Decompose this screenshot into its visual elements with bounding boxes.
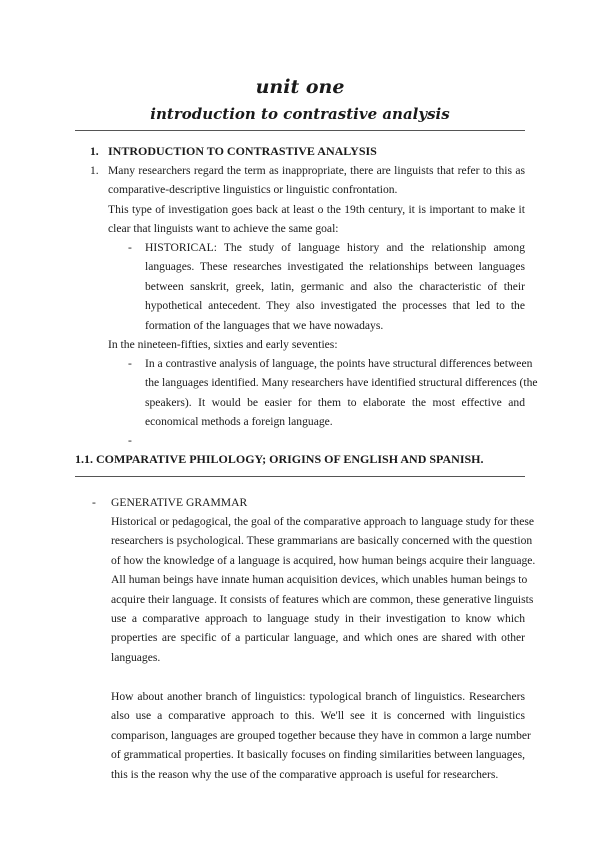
text-line: also use a comparative approach to this. We'll see it is concerned with linguistics: [111, 709, 525, 723]
text-line: properties are specific of a particular language, and which ones are shared with other: [111, 631, 525, 645]
text-line: Many researchers regard the term as inappropriate, there are linguists that refer to this as: [108, 164, 525, 177]
section-heading: INTRODUCTION TO CONTRASTIVE ANALYSIS: [108, 144, 377, 158]
text-line: languages. These researches investigated the relationships between languages: [145, 260, 525, 274]
text-line: formation of the languages that we have nowadays.: [145, 318, 384, 332]
bullet-item-contrastive: [145, 354, 538, 432]
paragraph: [108, 200, 525, 239]
text-line: clear that linguists want to achieve the same goal:: [108, 222, 339, 236]
text-line: of grammatical properties. It basically focuses on finding similarities between languages,: [111, 748, 525, 762]
text-line: acquire their language. It consists of features which are common, these generative linguists: [111, 592, 534, 606]
text-line: hypothetical antecedent. They also investigated the processes that led to the: [145, 299, 525, 313]
text-line: comparison, languages are grouped together because they have in common a large number: [111, 728, 531, 742]
text-line: comparative-descriptive linguistics or linguistic confrontation.: [108, 183, 398, 197]
text-line: In the nineteen-fifties, sixties and early seventies:: [108, 338, 338, 351]
text-line: economical methods a foreign language.: [145, 415, 333, 429]
list-number: 1.: [90, 164, 99, 177]
text-line: All human beings have innate human acquisition devices, which unables human beings to: [111, 573, 528, 587]
section-heading-1-1: 1.1. COMPARATIVE PHILOLOGY; ORIGINS OF ENGLISH AND SPANISH.: [75, 452, 484, 466]
paragraph: [108, 335, 525, 354]
text-line: researchers is psychological. These grammarians are basically concerned with the question: [111, 534, 533, 548]
paragraph: [108, 161, 525, 200]
text-line: speakers). It would be easier for them to elaborate the most effective and: [145, 395, 525, 409]
bullet-title: GENERATIVE GRAMMAR: [111, 496, 248, 509]
text-line: languages.: [111, 650, 161, 664]
bullet-dash: -: [128, 241, 132, 254]
text-line: this is the reason why the use of the comparative approach is useful for researchers.: [111, 767, 499, 781]
text-line: Historical or pedagogical, the goal of the comparative approach to language study for these: [111, 515, 535, 528]
bullet-dash: -: [92, 496, 96, 509]
bullet-item-historical: [145, 238, 525, 335]
text-line: of how the knowledge of a language is acquired, how human beings acquire their language.: [111, 553, 536, 567]
text-line: In a contrastive analysis of language, the points have structural differences between: [145, 357, 533, 370]
bullet-dash: -: [128, 357, 132, 370]
paragraph: [111, 687, 531, 784]
document-title: unit one: [255, 76, 345, 98]
text-line: This type of investigation goes back at least o the 19th century, it is important to make it: [108, 203, 525, 216]
heading-number: 1.: [90, 145, 99, 158]
section-divider: [75, 476, 525, 477]
text-line: between sanskrit, greek, latin, germanic and also the characteristic of their: [145, 279, 525, 293]
paragraph: [111, 512, 536, 667]
text-line: How about another branch of linguistics: typological branch of linguistics. Researchers: [111, 690, 525, 703]
title-divider: [75, 130, 525, 131]
text-line: HISTORICAL: The study of language history and the relationship among: [145, 241, 525, 254]
text-line: the languages identified. Many researchers have identified structural differences (the: [145, 376, 538, 390]
empty-bullet-dash: -: [128, 434, 132, 447]
document-subtitle: introduction to contrastive analysis: [150, 105, 450, 123]
text-line: use a comparative approach to language study in their investigation to know which: [111, 611, 525, 625]
